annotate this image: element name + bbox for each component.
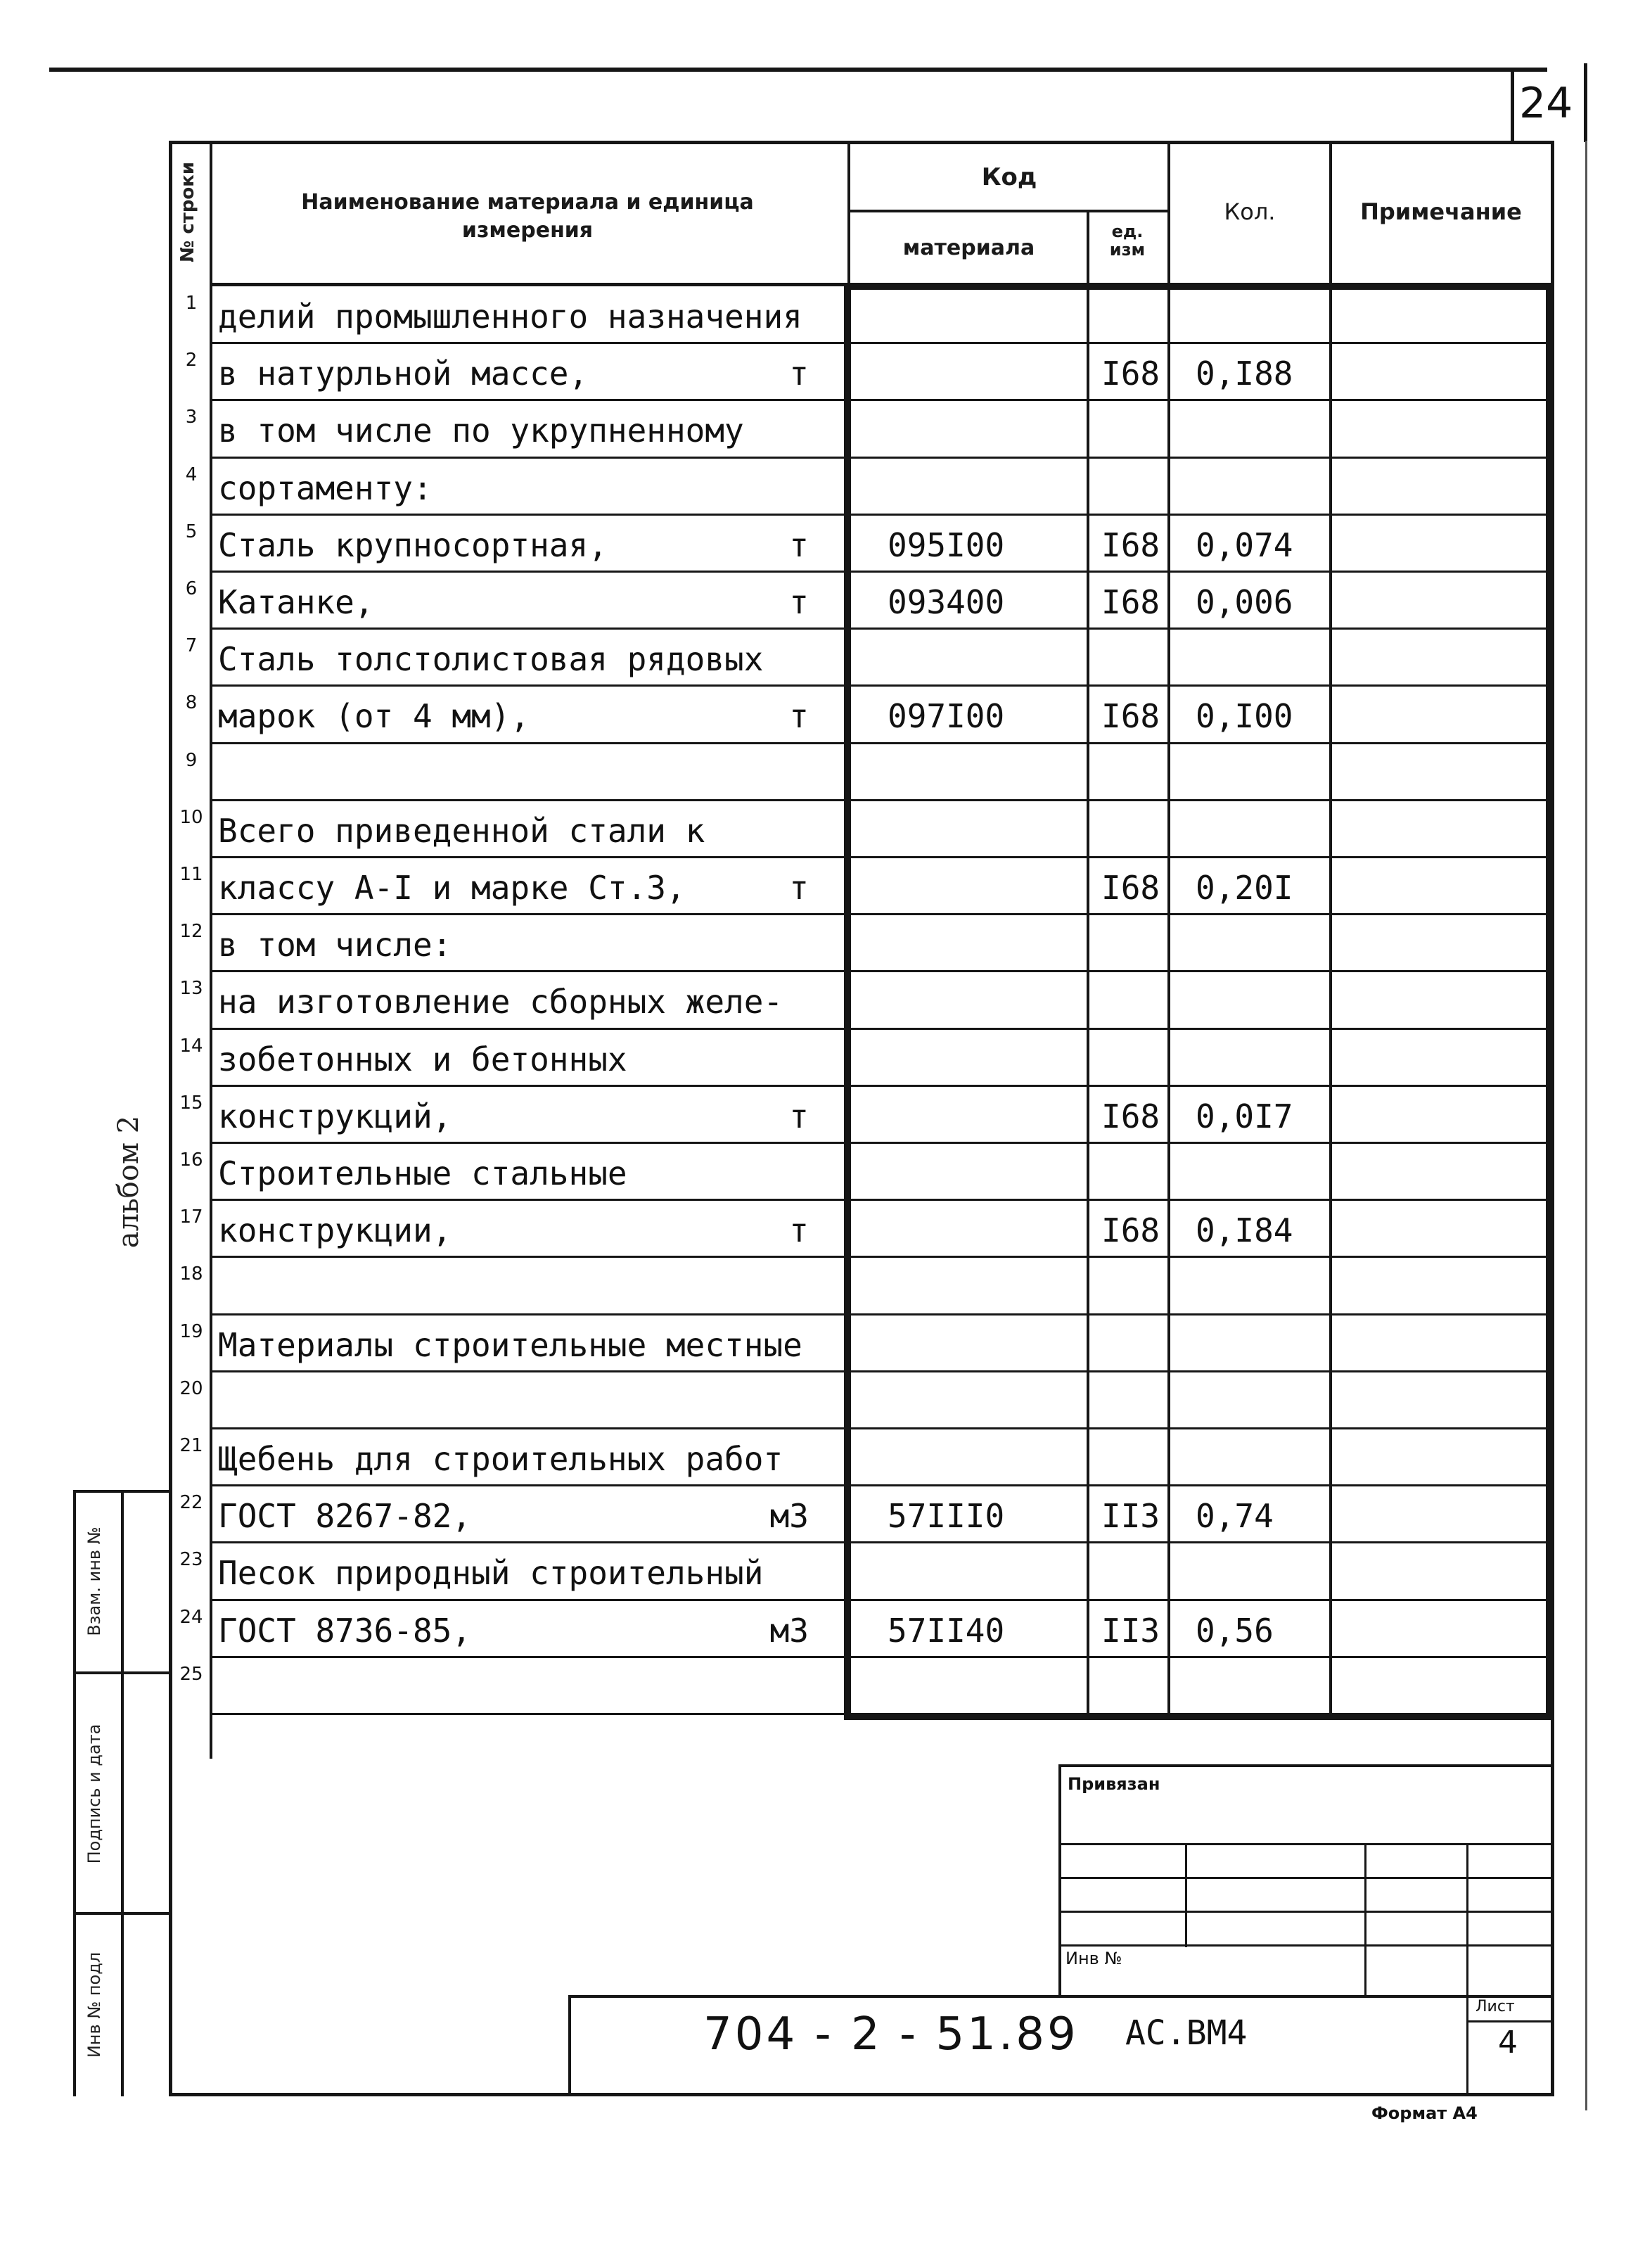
row-description (218, 748, 809, 799)
row-description-text: Сталь крупносортная, (218, 526, 608, 564)
row-number: 25 (179, 1664, 203, 1685)
data-left-thick (844, 284, 851, 1719)
row-divider (210, 1313, 1551, 1315)
row-divider (210, 1713, 1551, 1715)
row-number: 9 (185, 750, 198, 771)
row-divider (210, 514, 1551, 516)
row-number: 22 (179, 1492, 203, 1513)
row-divider (210, 1370, 1551, 1372)
row-material-code: 097I00 (888, 697, 1005, 735)
tb-privyazan: Привязан (1068, 1774, 1160, 1794)
row-description (218, 1548, 809, 1598)
header-quantity: Кол. (1224, 198, 1276, 225)
header-code-divider (847, 210, 1170, 212)
row-number: 24 (179, 1607, 203, 1628)
tb-col1 (1185, 1843, 1187, 1947)
row-description (218, 1091, 809, 1142)
stamp-strip-left (73, 1490, 76, 2096)
stamp-inv-no: Взам. инв № (84, 1527, 104, 1636)
row-description-text: ГОСТ 8736-85, (218, 1612, 472, 1650)
page-number: 24 (1519, 79, 1573, 128)
row-description (218, 1148, 809, 1199)
row-description (218, 405, 809, 456)
tb-col3 (1466, 1843, 1468, 2093)
row-unit: т (789, 355, 809, 393)
row-number: 15 (179, 1092, 203, 1114)
tb-left (1058, 1764, 1061, 1996)
row-description (218, 805, 809, 856)
row-description-text: сортаменту: (218, 469, 433, 507)
row-unit: т (789, 526, 809, 564)
row-number: 19 (179, 1321, 203, 1342)
row-divider (210, 627, 1551, 630)
stamp-strip-div1 (73, 1671, 172, 1674)
row-description-text: в том числе по укрупненному (218, 412, 744, 450)
row-number: 4 (185, 464, 198, 485)
tb-inv: Инв № (1065, 1949, 1122, 1968)
row-unit-code: I68 (1101, 1211, 1160, 1249)
data-top-thick (847, 284, 1554, 290)
row-quantity: 0,74 (1196, 1497, 1274, 1535)
row-description-text: марок (от 4 мм), (218, 697, 530, 735)
row-description-text: Щебень для строительных работ (218, 1440, 783, 1478)
row-divider (210, 799, 1551, 801)
frame-left (169, 141, 172, 2096)
row-number: 3 (185, 407, 198, 428)
row-unit: м3 (769, 1612, 809, 1650)
row-description-text: в натурльной массе, (218, 355, 589, 393)
frame-bottom (169, 2093, 1554, 2096)
row-number: 18 (179, 1263, 203, 1285)
tb-main-top (570, 1995, 1554, 1998)
row-description (218, 1205, 809, 1256)
row-number: 23 (179, 1549, 203, 1570)
row-description-text: конструкции, (218, 1211, 452, 1249)
row-number: 1 (185, 293, 198, 314)
frame-top (169, 141, 1554, 144)
stamp-inv-podl: Инв № подл (84, 1951, 104, 2058)
row-unit: т (789, 697, 809, 735)
format-label: Формат А4 (1371, 2103, 1478, 2123)
col-qty-right (1329, 141, 1332, 1716)
row-quantity: 0,I84 (1196, 1211, 1293, 1249)
header-code: Код (981, 163, 1037, 191)
row-material-code: 57III0 (888, 1497, 1005, 1535)
album-label: альбом 2 (113, 1115, 145, 1249)
row-description-text: ГОСТ 8267-82, (218, 1497, 472, 1535)
row-description (218, 520, 809, 571)
row-divider (210, 684, 1551, 687)
row-description (218, 919, 809, 970)
row-divider (210, 399, 1551, 401)
row-quantity: 0,006 (1196, 583, 1293, 621)
page-number-box-right (1584, 63, 1587, 142)
top-rule (49, 68, 1547, 72)
stamp-strip-div2 (73, 1912, 172, 1915)
row-divider (210, 1427, 1551, 1429)
row-divider (210, 1541, 1551, 1543)
row-unit: м3 (769, 1497, 809, 1535)
row-unit-code: I68 (1101, 355, 1160, 393)
row-divider (210, 970, 1551, 972)
row-quantity: 0,56 (1196, 1612, 1274, 1650)
row-unit-code: I68 (1101, 1097, 1160, 1135)
row-description (218, 1491, 809, 1541)
row-divider (210, 1656, 1551, 1658)
row-material-code: 095I00 (888, 526, 1005, 564)
row-description (218, 1320, 809, 1370)
row-material-code: 57II40 (888, 1612, 1005, 1650)
row-description-text: делий промышленного назначения (218, 298, 802, 336)
row-number: 5 (185, 521, 198, 542)
tb-row3 (1058, 1911, 1554, 1913)
row-divider (210, 1085, 1551, 1087)
row-number: 7 (185, 635, 198, 656)
row-material-code: 093400 (888, 583, 1005, 621)
row-description-text: Всего приведенной стали к (218, 812, 705, 850)
row-description (218, 1605, 809, 1656)
row-unit: т (789, 583, 809, 621)
row-number: 17 (179, 1206, 203, 1228)
row-quantity: 0,I88 (1196, 355, 1293, 393)
row-description (218, 291, 809, 342)
row-description (218, 577, 809, 627)
row-description-text: конструкций, (218, 1097, 452, 1135)
row-divider (210, 1256, 1551, 1258)
tb-row1 (1058, 1843, 1554, 1845)
row-description (218, 1662, 809, 1713)
tb-sheet-value: 4 (1498, 2025, 1518, 2060)
row-description (218, 862, 809, 913)
row-description (218, 691, 809, 741)
row-quantity: 0,20I (1196, 869, 1293, 907)
row-number: 11 (179, 864, 203, 885)
row-description-text: в том числе: (218, 926, 452, 964)
row-divider (210, 913, 1551, 915)
row-description-text: на изготовление сборных желе- (218, 983, 783, 1021)
row-number: 12 (179, 921, 203, 942)
tb-sheet-label: Лист (1476, 1998, 1515, 2015)
row-divider (210, 342, 1551, 344)
row-unit-code: I68 (1101, 697, 1160, 735)
row-divider (210, 1599, 1551, 1601)
header-row-no: № строки (177, 161, 198, 262)
row-unit: т (789, 869, 809, 907)
stamp-strip-mid (121, 1490, 124, 2096)
row-unit-code: II3 (1101, 1612, 1160, 1650)
row-number: 8 (185, 692, 198, 713)
row-description-text: зобетонных и бетонных (218, 1040, 627, 1078)
doc-suffix: АС.ВМ4 (1125, 2013, 1248, 2053)
row-number: 6 (185, 578, 198, 599)
row-description (218, 1262, 809, 1313)
row-number: 16 (179, 1149, 203, 1171)
row-unit-code: II3 (1101, 1497, 1160, 1535)
row-description (218, 1434, 809, 1484)
data-right-thick (1546, 284, 1553, 1719)
row-description (218, 976, 809, 1027)
header-note: Примечание (1360, 198, 1522, 225)
page-number-box-left (1511, 68, 1514, 144)
row-number: 20 (179, 1378, 203, 1399)
header-code-material: материала (902, 236, 1035, 260)
row-description (218, 463, 809, 514)
row-number: 10 (179, 807, 203, 828)
row-divider (210, 1028, 1551, 1030)
header-code-unit: ед. изм (1109, 222, 1146, 260)
row-description-text: Сталь толстолистовая рядовых (218, 640, 764, 678)
row-description-text: Строительные стальные (218, 1154, 627, 1192)
row-divider (210, 457, 1551, 459)
tb-sheet-div (1466, 2020, 1554, 2022)
stamp-strip-top (73, 1490, 172, 1493)
row-divider (210, 742, 1551, 744)
row-description (218, 1034, 809, 1085)
row-description-text: классу А-I и марке Ст.3, (218, 869, 686, 907)
row-number: 21 (179, 1435, 203, 1456)
row-description (218, 1377, 809, 1427)
row-description-text: Катанке, (218, 583, 374, 621)
row-unit: т (789, 1211, 809, 1249)
row-unit: т (789, 1097, 809, 1135)
stamp-sign-date: Подпись и дата (84, 1724, 104, 1864)
row-number: 13 (179, 978, 203, 999)
col-rownum-right (210, 141, 212, 1759)
row-quantity: 0,074 (1196, 526, 1293, 564)
row-description (218, 348, 809, 399)
row-divider (210, 856, 1551, 858)
tb-main-left (568, 1995, 571, 2096)
row-divider (210, 1199, 1551, 1201)
tb-row2 (1058, 1877, 1554, 1879)
row-unit-code: I68 (1101, 526, 1160, 564)
doc-code: 704 - 2 - 51.89 (703, 2008, 1079, 2060)
header-material-name: Наименование материала и единица измерения (301, 190, 754, 243)
row-number: 2 (185, 350, 198, 371)
col-code-right (1167, 141, 1170, 1716)
row-unit-code: I68 (1101, 583, 1160, 621)
row-quantity: 0,I00 (1196, 697, 1293, 735)
tb-top (1058, 1764, 1554, 1767)
row-divider (210, 1142, 1551, 1144)
row-quantity: 0,0I7 (1196, 1097, 1293, 1135)
row-divider (210, 1484, 1551, 1486)
frame-right-outer (1585, 141, 1587, 2110)
row-unit-code: I68 (1101, 869, 1160, 907)
row-number: 14 (179, 1036, 203, 1057)
row-divider (210, 571, 1551, 573)
row-description-text: Материалы строительные местные (218, 1326, 802, 1364)
tb-col2 (1364, 1843, 1366, 1996)
row-description (218, 634, 809, 684)
col-code-mat-right (1087, 211, 1089, 1716)
tb-row4 (1058, 1944, 1554, 1947)
row-description-text: Песок природный строительный (218, 1554, 764, 1592)
